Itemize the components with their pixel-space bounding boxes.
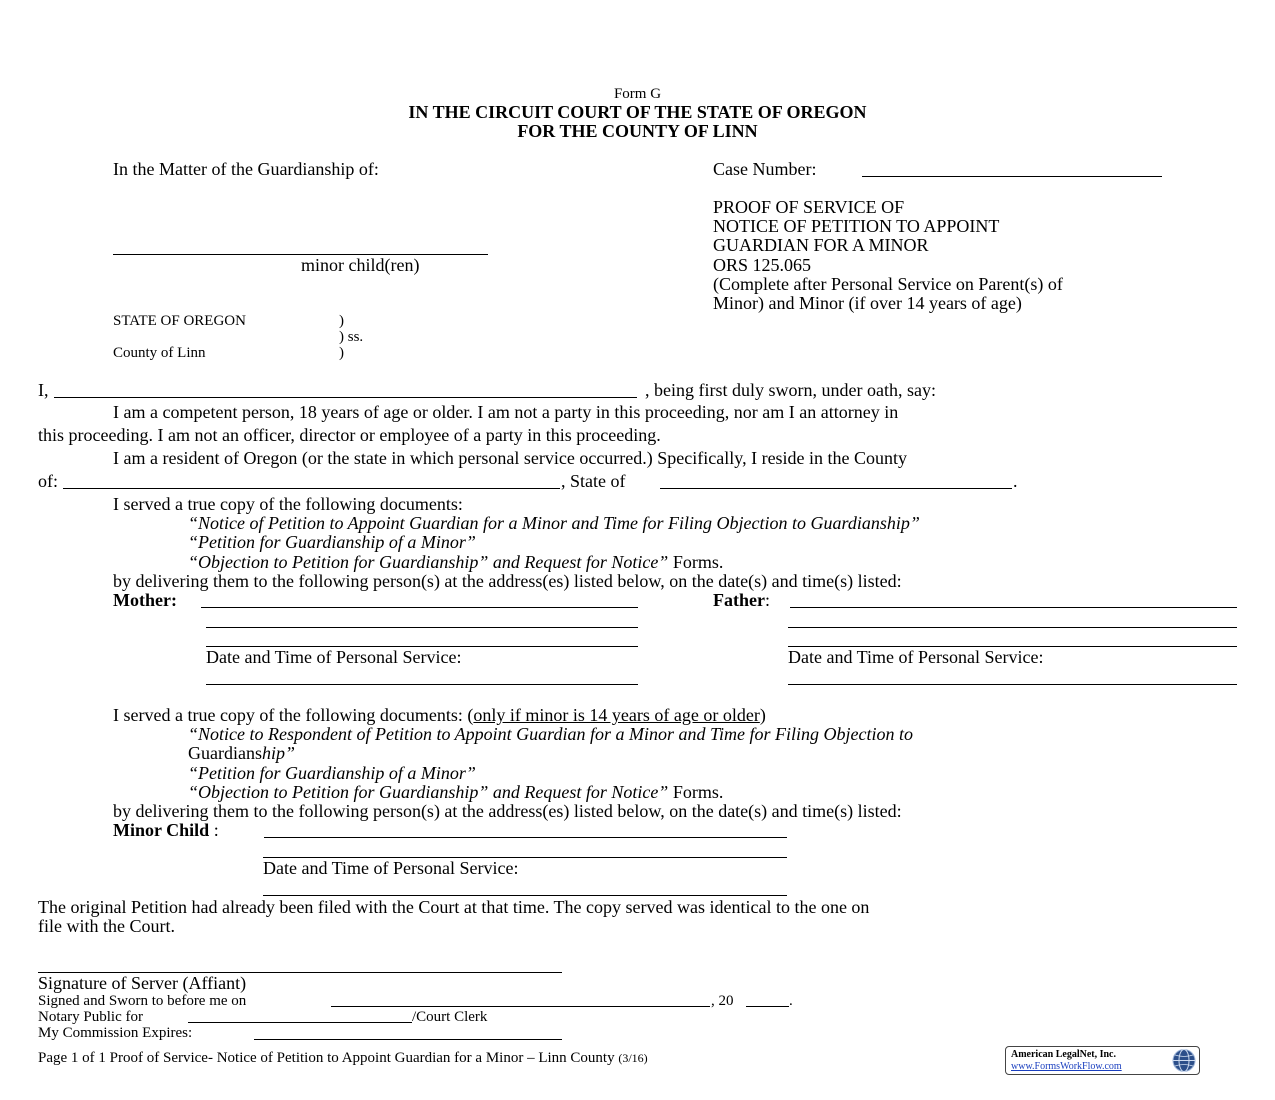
sworn-date-label: Signed and Sworn to before me on: [38, 993, 247, 1009]
venue-ss: ) ss.: [339, 329, 364, 345]
served2-suffix: ): [759, 705, 766, 725]
footer-text: Page 1 of 1 Proof of Service- Notice of Petition to Appoint Guardian for a Minor – Linn County: [38, 1050, 615, 1066]
mother-date-time-label: Date and Time of Personal Service:: [206, 647, 462, 667]
page-footer: [38, 1050, 648, 1067]
resident-state-label: , State of: [561, 471, 626, 491]
document-item: “Notice to Respondent of Petition to Appoint Guardian for a Minor and Time for Filing Objection to: [188, 724, 913, 744]
served2-condition: only if minor is 14 years of age or older: [473, 705, 760, 725]
matter-label: In the Matter of the Guardianship of:: [113, 159, 379, 179]
document-item: [188, 743, 295, 764]
minor-child-label: Minor Child: [113, 820, 210, 840]
father-colon: :: [764, 590, 770, 610]
county-field[interactable]: [63, 488, 560, 489]
original-petition-line2: file with the Court.: [38, 916, 175, 936]
mother-name-field[interactable]: [201, 607, 638, 608]
court-title-line1: IN THE CIRCUIT COURT OF THE STATE OF OREGON: [408, 102, 867, 122]
competent-line1: I am a competent person, 18 years of age or older. I am not a party in this proceeding, nor am I an attorney in: [113, 402, 899, 422]
minor-children-label: minor child(ren): [301, 255, 420, 275]
venue-state: STATE OF OREGON: [113, 313, 246, 329]
forms-word: Forms.: [668, 552, 724, 572]
father-date-time-label: Date and Time of Personal Service:: [788, 647, 1044, 667]
sworn-statement: , being first duly sworn, under oath, say:: [645, 380, 936, 400]
court-title-line2: FOR THE COUNTY OF LINN: [517, 121, 758, 141]
footer-revision: (3/16): [618, 1051, 648, 1065]
original-petition-line1: The original Petition had already been filed with the Court at that time. The copy served was identical to the one on: [38, 897, 870, 917]
objection-doc: “Objection to Petition for Guardianship” and Request for Notice”: [188, 782, 669, 802]
minor-child-label-group: [113, 820, 219, 841]
sworn-date-field[interactable]: [331, 1006, 710, 1007]
case-number-field[interactable]: [862, 176, 1162, 177]
case-number-label: Case Number:: [713, 159, 817, 179]
document-item: “Notice of Petition to Appoint Guardian for a Minor and Time for Filing Objection to Guardianship”: [188, 513, 920, 533]
title-line: NOTICE OF PETITION TO APPOINT: [713, 216, 1000, 236]
sworn-year-field[interactable]: [746, 1006, 789, 1007]
legalnet-logo[interactable]: [1005, 1046, 1200, 1075]
minor-date-time-field[interactable]: [263, 895, 787, 896]
logo-url[interactable]: www.FormsWorkFlow.com: [1011, 1061, 1122, 1072]
served-documents-minor: [113, 705, 766, 726]
mother-address-field[interactable]: [206, 627, 638, 628]
venue-paren: ): [339, 345, 344, 361]
affiant-prefix: I,: [38, 380, 49, 400]
father-address-field[interactable]: [788, 627, 1237, 628]
father-label-group: [713, 590, 770, 611]
served2-prefix: I served a true copy of the following documents: (: [113, 705, 474, 725]
father-label: Father: [713, 590, 765, 610]
sworn-year-prefix: , 20: [711, 993, 734, 1009]
venue-county: County of Linn: [113, 345, 206, 361]
delivering-statement: by delivering them to the following person(s) at the address(es) listed below, on the date(s) and time(s) listed:: [113, 801, 902, 821]
venue-paren: ): [339, 313, 344, 329]
globe-icon: [1171, 1048, 1197, 1073]
affiant-name-field[interactable]: [54, 397, 637, 398]
delivering-statement: by delivering them to the following person(s) at the address(es) listed below, on the date(s) and time(s) listed:: [113, 571, 902, 591]
title-line: PROOF OF SERVICE OF: [713, 197, 905, 217]
resident-end: .: [1013, 471, 1018, 491]
title-line: GUARDIAN FOR A MINOR: [713, 235, 929, 255]
minor-date-time-label: Date and Time of Personal Service:: [263, 858, 519, 878]
mother-date-time-field[interactable]: [206, 684, 638, 685]
document-item: [188, 552, 723, 573]
title-line: (Complete after Personal Service on Parent(s) of: [713, 274, 1063, 294]
docs2-line2a: Guardians: [188, 743, 262, 763]
title-line: Minor) and Minor (if over 14 years of age): [713, 293, 1022, 313]
form-label: Form G: [613, 86, 662, 102]
resident-of-label: of:: [38, 471, 58, 491]
document-item: [188, 782, 723, 803]
sworn-year-end: .: [789, 993, 793, 1009]
logo-company: American LegalNet, Inc.: [1011, 1049, 1116, 1060]
notary-field[interactable]: [188, 1022, 412, 1023]
document-item: “Petition for Guardianship of a Minor”: [188, 532, 476, 552]
objection-doc: “Objection to Petition for Guardianship” and Request for Notice”: [188, 552, 669, 572]
served-documents-label: I served a true copy of the following documents:: [113, 494, 463, 514]
minor-child-name-field[interactable]: [264, 837, 787, 838]
father-name-field[interactable]: [790, 607, 1237, 608]
title-line: ORS 125.065: [713, 255, 812, 275]
forms-word: Forms.: [668, 782, 724, 802]
document-item: “Petition for Guardianship of a Minor”: [188, 763, 476, 783]
mother-label: Mother:: [113, 590, 177, 610]
docs2-line2b: hip”: [261, 743, 295, 763]
competent-line2: this proceeding. I am not an officer, director or employee of a party in this proceeding.: [38, 425, 661, 445]
resident-line1: I am a resident of Oregon (or the state in which personal service occurred.) Specifically, I reside in the County: [113, 448, 908, 468]
court-clerk-label: /Court Clerk: [412, 1009, 488, 1025]
notary-label: Notary Public for: [38, 1009, 143, 1025]
father-date-time-field[interactable]: [788, 684, 1237, 685]
state-field[interactable]: [660, 488, 1012, 489]
minor-child-colon: :: [209, 820, 219, 840]
commission-label: My Commission Expires:: [38, 1025, 193, 1041]
server-signature-label: Signature of Server (Affiant): [38, 973, 247, 993]
commission-field[interactable]: [254, 1039, 562, 1040]
